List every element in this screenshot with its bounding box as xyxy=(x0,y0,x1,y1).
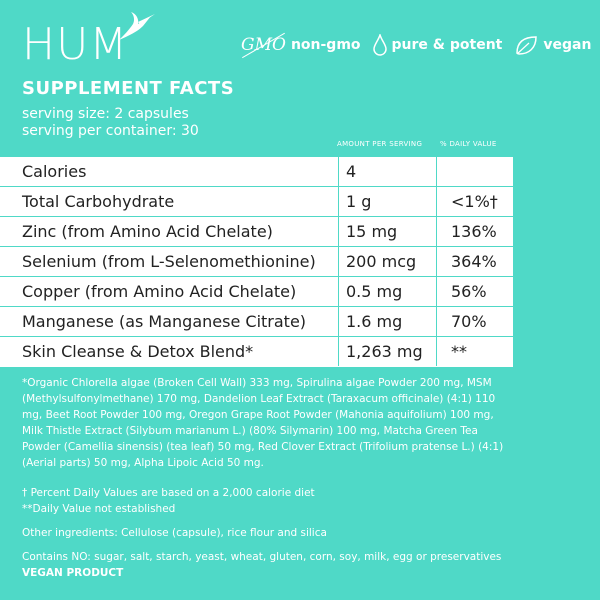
nutrient-amount: 1 g xyxy=(339,187,437,217)
nutrient-name: Calories xyxy=(0,157,339,187)
table-row xyxy=(0,337,513,367)
badges xyxy=(241,28,591,62)
table-row xyxy=(0,277,513,307)
badge-label: pure & potent xyxy=(391,37,503,53)
supplement-facts-table xyxy=(0,157,513,367)
table-row xyxy=(0,307,513,337)
supplement-facts-title: SUPPLEMENT FACTS xyxy=(22,78,235,99)
serving-size: serving size: 2 capsules xyxy=(22,106,189,122)
nutrient-amount: 1.6 mg xyxy=(339,307,437,337)
hummingbird-icon xyxy=(117,10,157,44)
nutrient-name: Selenium (from L-Selenomethionine) xyxy=(0,247,339,277)
nutrient-amount: 1,263 mg xyxy=(339,337,437,367)
leaf-icon xyxy=(514,34,538,56)
droplet-icon xyxy=(373,34,387,56)
brand-logo xyxy=(22,20,128,70)
nutrient-dv: 364% xyxy=(437,247,514,277)
nutrient-dv: ** xyxy=(451,342,467,361)
serving-info xyxy=(22,106,199,140)
nutrient-name: Total Carbohydrate xyxy=(0,187,339,217)
nutrient-dv: 70% xyxy=(437,307,514,337)
other-ingredients: Other ingredients: Cellulose (capsule), rice flour and silica xyxy=(22,527,327,539)
nutrient-amount: 0.5 mg xyxy=(339,277,437,307)
nutrient-dv: <1%† xyxy=(437,187,514,217)
nutrient-dv: 136% xyxy=(437,217,514,247)
daily-value-footnote: † Percent Daily Values are based on a 2,000 calorie diet xyxy=(22,487,315,499)
footnotes xyxy=(22,375,510,581)
badge-non-gmo xyxy=(241,35,361,55)
nutrient-name: Copper (from Amino Acid Chelate) xyxy=(0,277,339,307)
table-row xyxy=(0,187,513,217)
not-established-footnote: **Daily Value not established xyxy=(22,503,176,515)
table-row xyxy=(0,157,513,187)
badge-label: vegan xyxy=(543,37,592,53)
nutrient-name: Zinc (from Amino Acid Chelate) xyxy=(0,217,339,247)
contains-no: Contains NO: sugar, salt, starch, yeast, wheat, gluten, corn, soy, milk, egg or preservatives xyxy=(22,551,502,563)
badge-vegan xyxy=(514,34,591,56)
nutrient-amount: 4 xyxy=(339,157,437,187)
nutrient-amount: 200 mcg xyxy=(339,247,437,277)
gmo-crossed-icon: GMO xyxy=(241,35,286,55)
amount-per-serving-header: AMOUNT PER SERVING xyxy=(337,140,423,148)
nutrient-name: Skin Cleanse & Detox Blend* xyxy=(0,337,339,367)
table-row xyxy=(0,247,513,277)
nutrient-amount: 15 mg xyxy=(339,217,437,247)
blend-ingredients-note: *Organic Chlorella algae (Broken Cell Wall) 333 mg, Spirulina algae Powder 200 mg, MSM (Methylsulfonylmethane) 170 mg, Dandelion Leaf Extract (Taraxacum officinale) (4:1) 110 mg, Beet Root Powder 100 mg, Oregon Grape Root Powder (Mahonia aquifolium) 100 mg, Milk Thistle Extract (Silybum marianum L.) (80% Silymarin) 100 mg, Matcha Green Tea Powder (Camellia sinensis) (tea leaf) 50 mg, Red Clover Extract (Trifolium pratense L.) (4:1) (Aerial parts) 50 mg, Alpha Lipoic Acid 50 mg. xyxy=(22,377,504,469)
vegan-product-label: VEGAN PRODUCT xyxy=(22,567,124,579)
daily-value-header: % DAILY VALUE xyxy=(440,140,497,148)
nutrient-name: Manganese (as Manganese Citrate) xyxy=(0,307,339,337)
nutrient-dv: 56% xyxy=(437,277,514,307)
badge-label: non-gmo xyxy=(290,37,361,53)
table-row xyxy=(0,217,513,247)
nutrient-dv xyxy=(437,157,514,187)
badge-pure-potent xyxy=(373,34,503,56)
brand-name: HUM xyxy=(22,19,129,70)
servings-per-container: serving per container: 30 xyxy=(22,123,199,139)
